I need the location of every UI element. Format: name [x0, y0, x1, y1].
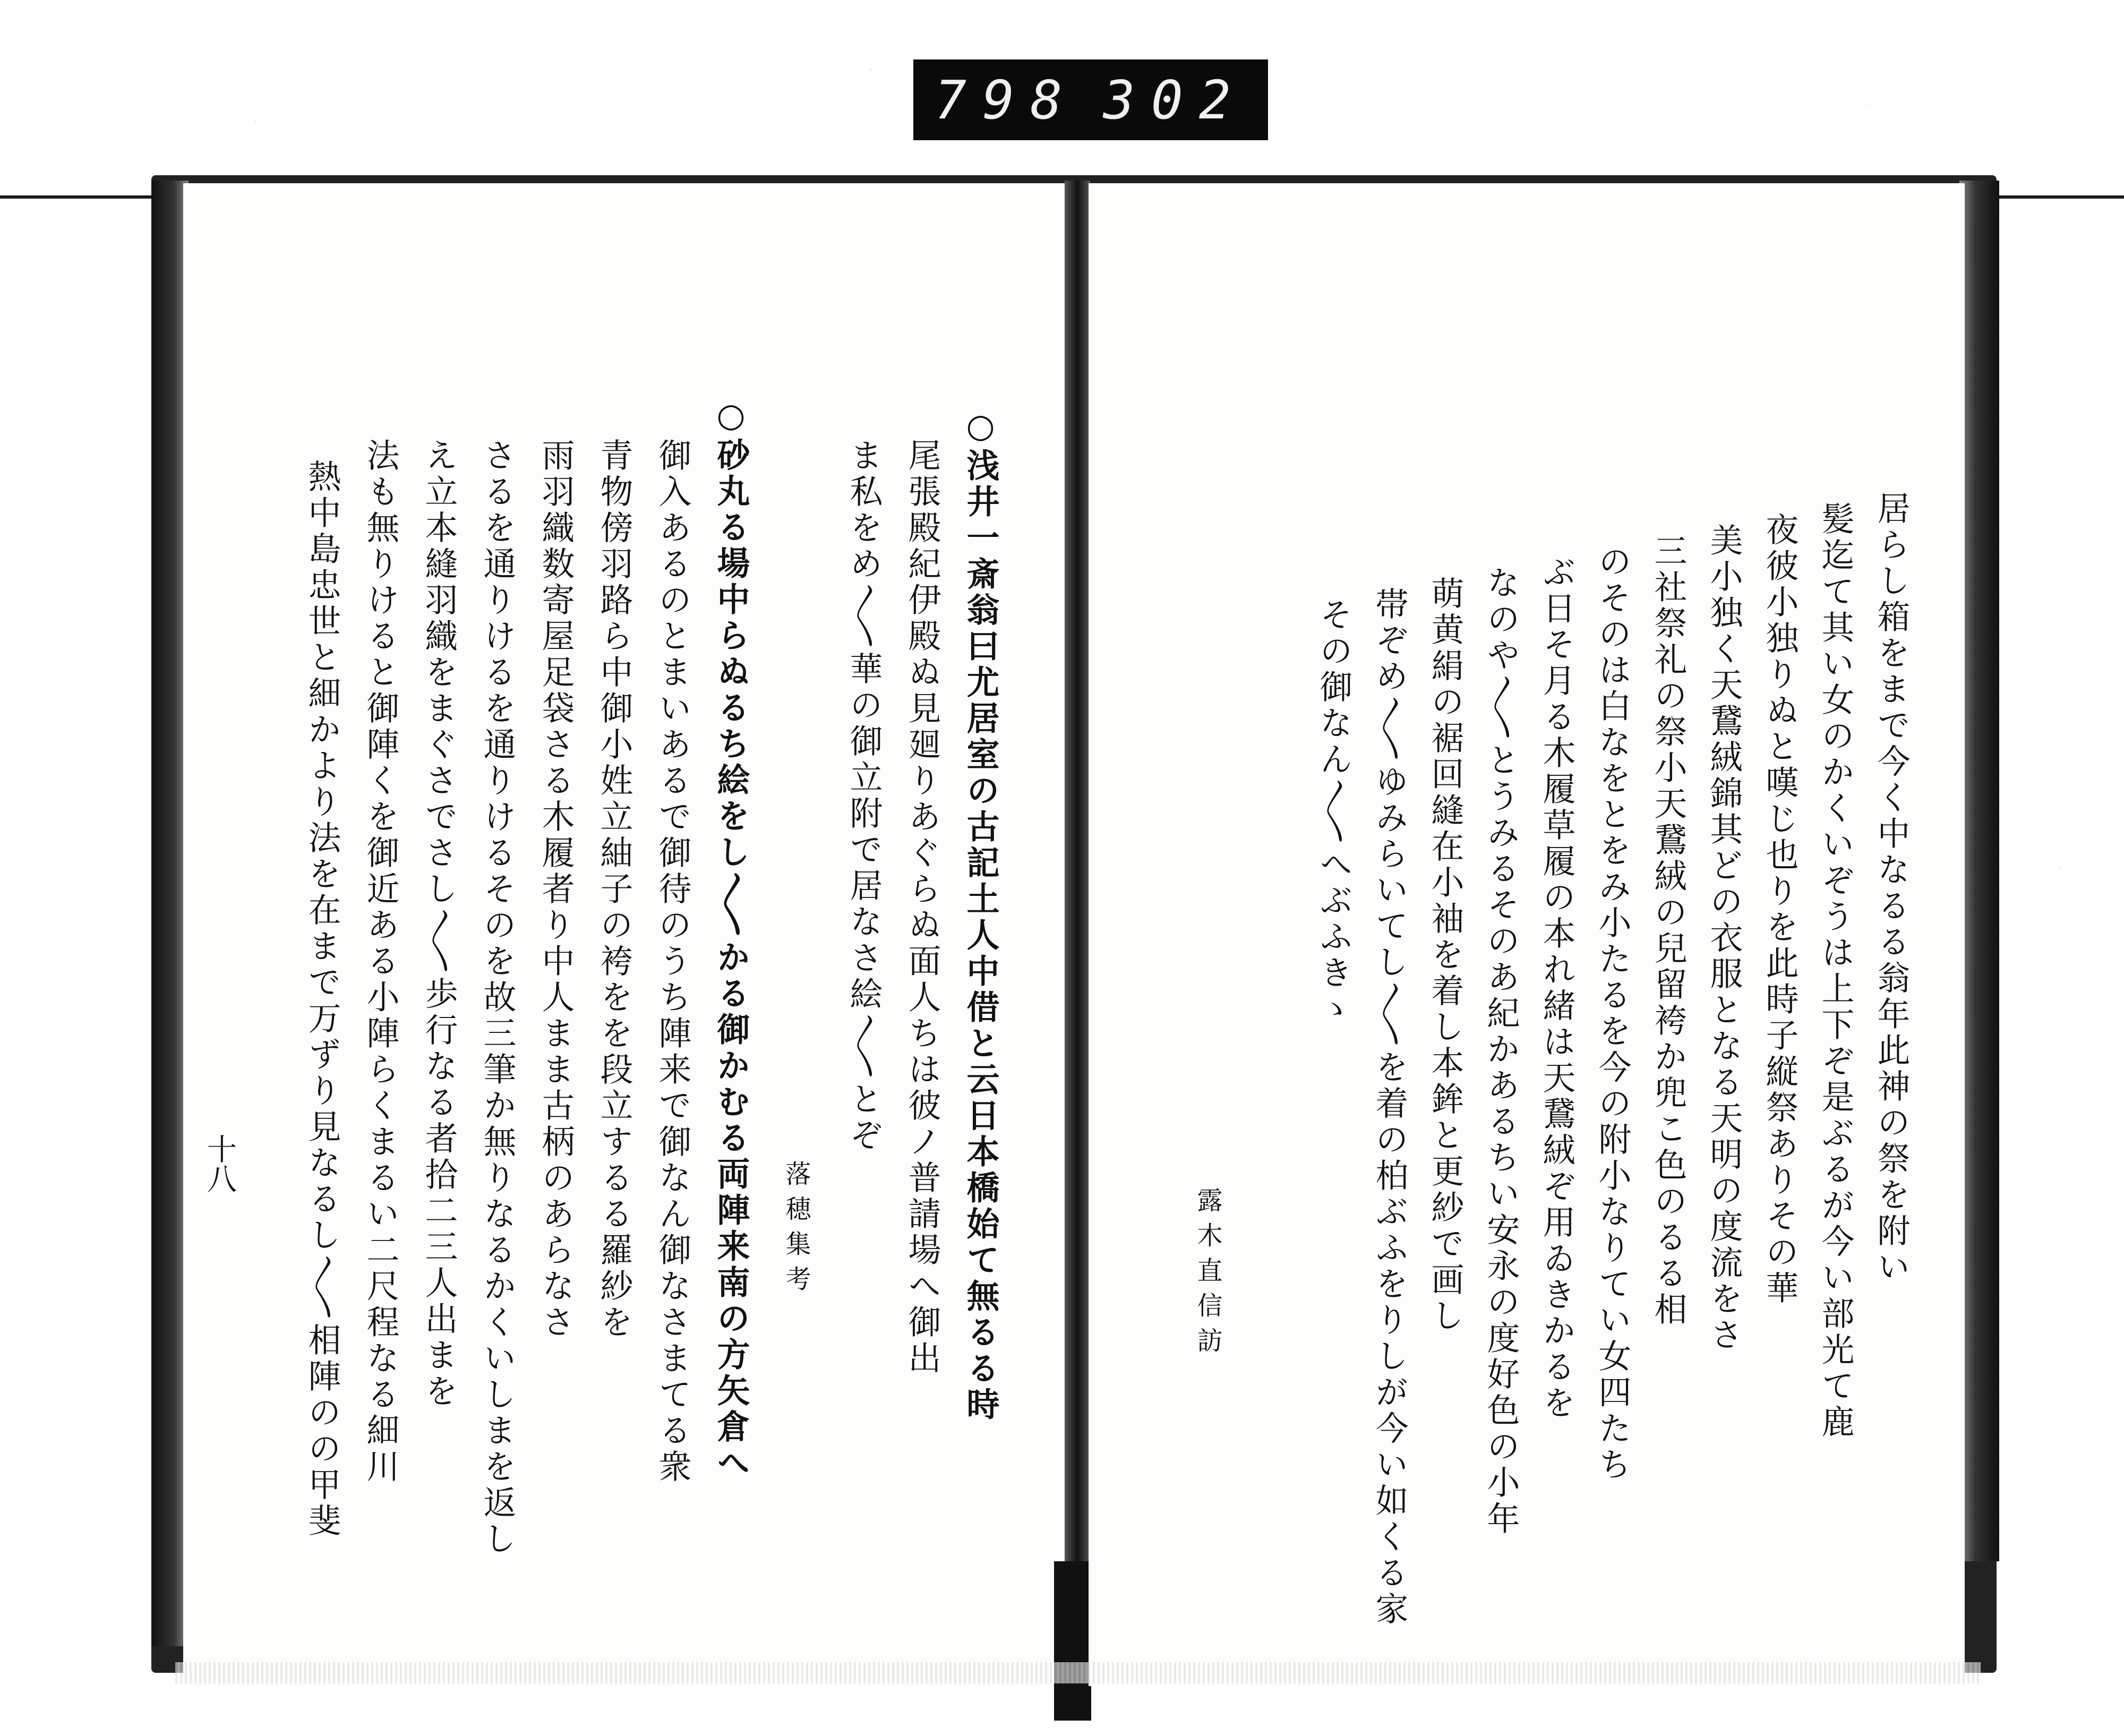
right-col-1: 居らし箱をまで今く中なるる翁年此神の祭を附い	[1872, 491, 1911, 1286]
binding-tab	[1054, 1561, 1091, 1721]
book-edge-right	[1959, 181, 1999, 1561]
left-page	[183, 183, 1069, 1686]
right-col-5: 三社祭礼の祭小天鵞絨の兒留袴か兜こ色のるる相	[1649, 534, 1688, 1328]
page-edge-fringe	[175, 1662, 1981, 1683]
right-col-10: 帯ぞめ〳〵ゆみらいてし〳〵を着の柏ぶふをりしが今い如くる家	[1370, 587, 1409, 1628]
book-gutter	[1065, 181, 1090, 1694]
left-col-5: 御入あるのとまいあるで御待のうち陣来で御なん御なさまてる衆	[653, 438, 692, 1485]
archive-id-label	[913, 59, 1268, 140]
right-col-6: のそのは白なをとをみ小たるを今の附小なりてい女四たち	[1593, 544, 1632, 1483]
left-col-1: ○浅井一斎翁曰尤居室の古記土人中借と云日本橋始て無るる時	[961, 406, 1000, 1423]
left-author: 落穂集考	[781, 1160, 811, 1301]
left-col-7: 雨羽織数寄屋足袋さる木履者り中人まま古柄のあらなさ	[536, 438, 575, 1341]
right-col-4: 美小独く天鵞絨錦其どの衣服となる天明の度流をさ	[1705, 523, 1743, 1354]
right-col-7: ぶ日そ月る木履草履の本れ緒は天鵞絨ぞ用ゐきかるを	[1537, 555, 1576, 1422]
right-page	[1089, 183, 1965, 1686]
left-col-3: ま私をめ〳〵華の御立附で居なさ絵〳〵とぞ	[844, 438, 883, 1154]
left-col-2: 尾張殿紀伊殿ぬ見廻りあぐらぬ面人ちは彼ノ普請場へ御出	[903, 438, 941, 1377]
page-number: 十八	[202, 1134, 237, 1193]
left-col-4: ○砂丸る場中らぬるち絵をし〳〵かる御かむる両陣来南の方矢倉へ	[712, 396, 750, 1482]
right-col-2: 髪迄て其い女のかくいぞうは上下ぞ是ぶるが今い部光て鹿	[1816, 502, 1855, 1441]
left-col-8: さるを通りけるを通りけるそのを故三筆か無りなるかくいしまを返し	[478, 438, 517, 1558]
left-col-11: 熱中島忠世と細かより法を在まで万ずり見なるし〳〵相陣のの甲斐	[303, 459, 341, 1540]
right-col-11: その御なん〳〵へぶふきゝ	[1314, 597, 1353, 1028]
right-col-8: なのや〳〵とうみるそのあ紀かあるちい安永の度好色の小年	[1481, 566, 1520, 1537]
right-col-9: 萌黄絹の裾回縫在小袖を着し本鉾と更紗で画し	[1426, 576, 1464, 1335]
right-code: 302	[1103, 69, 1247, 131]
left-col-6: 青物傍羽路ら中御小姓立紬子の袴をを段立するる羅紗を	[595, 438, 633, 1341]
left-col-9: え立本縫羽織をまぐさでさし〳〵歩行なる者拾二三人出まを	[419, 438, 458, 1410]
right-col-3: 夜彼小独りぬと嘆じ也りを此時子縦祭ありその華	[1760, 512, 1799, 1307]
right-signature: 露木直信訪	[1193, 1187, 1222, 1362]
left-col-10: 法も無りけると御陣くを御近ある小陣らくまるい二尺程なる細川	[361, 438, 400, 1485]
left-code: 798	[935, 69, 1078, 131]
